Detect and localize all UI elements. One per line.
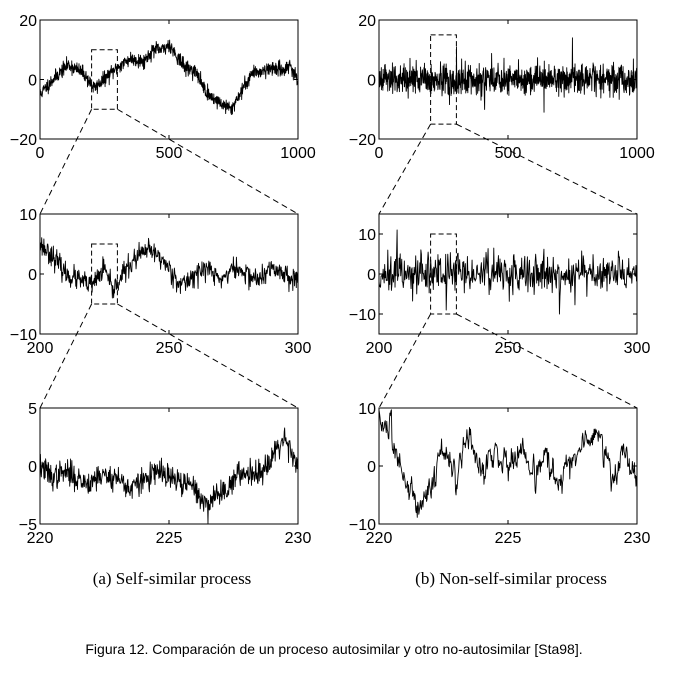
tick-labels <box>349 401 651 547</box>
panel-non-self-similar-220-230 <box>349 401 651 547</box>
x-tick-label: 220 <box>26 530 54 547</box>
y-tick-label: 0 <box>28 72 37 90</box>
y-tick-label: −10 <box>348 307 376 324</box>
plot-area <box>379 35 637 124</box>
x-tick-label: 0 <box>374 145 384 162</box>
x-tick-label: 250 <box>494 340 522 357</box>
y-tick-label: 0 <box>28 267 37 284</box>
x-tick-label: 300 <box>284 340 312 357</box>
zoom-connector-left <box>379 314 431 408</box>
zoom-connector-right <box>117 304 298 408</box>
y-tick-label: 10 <box>358 401 376 418</box>
y-tick-label: 20 <box>19 13 37 30</box>
zoom-connector-right <box>456 124 637 214</box>
y-tick-label: −10 <box>9 327 37 344</box>
y-tick-label: 20 <box>358 13 376 30</box>
x-tick-label: 225 <box>494 530 522 547</box>
y-tick-label: 0 <box>367 459 376 476</box>
x-tick-label: 500 <box>155 145 183 162</box>
series-line <box>379 410 637 517</box>
x-tick-label: 300 <box>623 340 651 357</box>
zoom-connector-right <box>117 109 298 214</box>
y-tick-label: 5 <box>28 401 37 418</box>
zoom-connector-left <box>40 109 92 214</box>
x-tick-label: 230 <box>623 530 651 547</box>
y-tick-label: −5 <box>18 517 37 534</box>
x-tick-label: 230 <box>284 530 312 547</box>
y-tick-label: 10 <box>358 227 376 244</box>
x-tick-label: 1000 <box>619 145 655 162</box>
y-tick-label: −20 <box>348 132 376 149</box>
subfigure-label-b: (b) Non-self-similar process <box>415 569 607 588</box>
tick-labels <box>349 214 651 357</box>
y-tick-label: 0 <box>28 459 37 476</box>
y-tick-label: −10 <box>348 517 376 534</box>
x-tick-label: 200 <box>365 340 393 357</box>
series-line <box>40 40 298 115</box>
series-line <box>379 230 637 314</box>
panel-self-similar-200-300 <box>10 207 312 357</box>
panel-non-self-similar-0-1000 <box>349 13 655 162</box>
y-tick-label: 0 <box>367 72 376 90</box>
x-tick-label: 200 <box>26 340 54 357</box>
x-tick-label: 500 <box>494 145 522 162</box>
x-tick-label: 0 <box>35 145 45 162</box>
figure-caption: Figura 12. Comparación de un proceso autosimilar y otro no-autosimilar [Sta98]. <box>85 641 583 657</box>
plot-area <box>40 238 298 304</box>
zoom-connector-left <box>379 124 431 214</box>
plot-area <box>40 428 298 523</box>
panel-self-similar-220-230 <box>19 401 312 547</box>
y-tick-label: −20 <box>9 132 37 149</box>
y-tick-label: 10 <box>19 207 37 224</box>
panel-non-self-similar-200-300 <box>349 214 651 357</box>
plot-area <box>379 410 637 517</box>
plot-area <box>379 230 637 314</box>
series-line <box>40 238 298 298</box>
series-line <box>40 428 298 523</box>
axes-frame <box>40 20 298 139</box>
x-tick-label: 250 <box>155 340 183 357</box>
x-tick-label: 225 <box>155 530 183 547</box>
subfigure-label-a: (a) Self-similar process <box>92 569 252 588</box>
plot-area <box>40 40 298 115</box>
panel-self-similar-0-1000 <box>10 13 316 162</box>
y-tick-label: 0 <box>367 267 376 284</box>
series-line <box>379 38 637 112</box>
x-tick-label: 1000 <box>280 145 316 162</box>
tick-labels <box>10 13 316 162</box>
x-tick-label: 220 <box>365 530 393 547</box>
zoom-connector-right <box>456 314 637 408</box>
